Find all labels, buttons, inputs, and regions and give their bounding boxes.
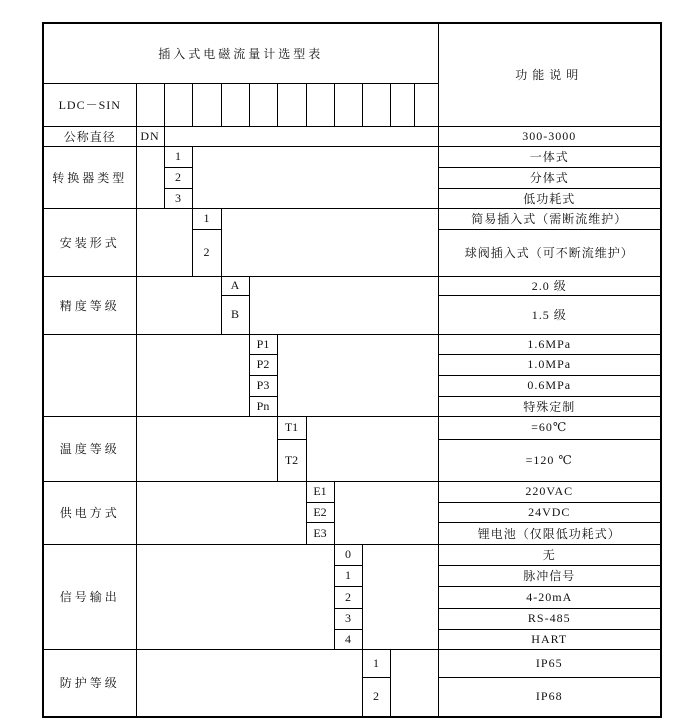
option-code: E1 — [306, 481, 334, 502]
option-desc: 简易插入式（需断流维护） — [438, 208, 661, 229]
spacer-cell — [136, 544, 334, 649]
option-code: 1 — [164, 146, 192, 167]
option-code: T2 — [277, 439, 306, 481]
pressure-label — [43, 334, 136, 416]
code-box — [136, 83, 164, 126]
option-code: P1 — [249, 334, 277, 354]
option-desc: 锂电池（仅限低功耗式） — [438, 522, 661, 544]
diameter-value: 300-3000 — [438, 126, 661, 146]
spacer-cell — [334, 481, 438, 544]
option-desc: 220VAC — [438, 481, 661, 502]
code-box — [362, 83, 390, 126]
option-code: 2 — [362, 677, 390, 717]
option-desc: 球阀插入式（可不断流维护） — [438, 229, 661, 276]
option-code: T1 — [277, 416, 306, 439]
option-desc: =60℃ — [438, 416, 661, 439]
spacer-cell — [221, 208, 438, 276]
function-description-header: 功能说明 — [438, 23, 661, 126]
code-box — [334, 83, 362, 126]
protection-class-label: 防护等级 — [43, 649, 136, 717]
option-code: P3 — [249, 375, 277, 396]
spacer-cell — [362, 544, 438, 649]
model-code: LDC－SIN — [43, 83, 136, 126]
spacer-cell — [164, 126, 438, 146]
code-box — [306, 83, 334, 126]
option-desc: 2.0 级 — [438, 276, 661, 295]
option-desc: HART — [438, 629, 661, 649]
option-code: 4 — [334, 629, 362, 649]
installation-type-label: 安装形式 — [43, 208, 136, 276]
option-code: 0 — [334, 544, 362, 565]
signal-output-label: 信号输出 — [43, 544, 136, 649]
option-desc: 分体式 — [438, 167, 661, 188]
option-code: 1 — [362, 649, 390, 677]
accuracy-class-label: 精度等级 — [43, 276, 136, 334]
spacer-cell — [306, 416, 438, 481]
option-desc: 一体式 — [438, 146, 661, 167]
option-code: 2 — [164, 167, 192, 188]
spacer-cell — [136, 146, 164, 208]
option-code: B — [221, 295, 249, 334]
option-code: 3 — [334, 608, 362, 629]
spacer-cell — [136, 481, 306, 544]
option-desc: =120 ℃ — [438, 439, 661, 481]
spacer-cell — [136, 208, 192, 276]
diameter-code: DN — [136, 126, 164, 146]
option-desc: 1.6MPa — [438, 334, 661, 354]
table-title: 插入式电磁流量计选型表 — [43, 23, 438, 83]
spacer-cell — [136, 416, 277, 481]
option-desc: 4-20mA — [438, 586, 661, 608]
option-code: 2 — [334, 586, 362, 608]
option-desc: 无 — [438, 544, 661, 565]
option-desc: 24VDC — [438, 502, 661, 522]
option-code: E3 — [306, 522, 334, 544]
option-code: Pn — [249, 396, 277, 416]
option-desc: 脉冲信号 — [438, 565, 661, 586]
code-box — [414, 83, 438, 126]
spacer-cell — [390, 649, 438, 717]
option-code: 1 — [192, 208, 221, 229]
option-code: 3 — [164, 188, 192, 208]
option-desc: RS-485 — [438, 608, 661, 629]
option-code: P2 — [249, 354, 277, 375]
code-box — [277, 83, 306, 126]
option-desc: IP65 — [438, 649, 661, 677]
code-box — [249, 83, 277, 126]
spacer-cell — [136, 334, 249, 416]
power-supply-label: 供电方式 — [43, 481, 136, 544]
spacer-cell — [136, 649, 362, 717]
code-box — [192, 83, 221, 126]
spacer-cell — [192, 146, 438, 208]
option-code: A — [221, 276, 249, 295]
option-desc: 1.0MPa — [438, 354, 661, 375]
option-desc: 0.6MPa — [438, 375, 661, 396]
diameter-label: 公称直径 — [43, 126, 136, 146]
spacer-cell — [249, 276, 438, 334]
spacer-cell — [277, 334, 438, 416]
option-desc: 特殊定制 — [438, 396, 661, 416]
code-box — [221, 83, 249, 126]
option-desc: 低功耗式 — [438, 188, 661, 208]
code-box — [164, 83, 192, 126]
spacer-cell — [136, 276, 221, 334]
code-box — [390, 83, 414, 126]
converter-type-label: 转换器类型 — [43, 146, 136, 208]
option-desc: IP68 — [438, 677, 661, 717]
option-desc: 1.5 级 — [438, 295, 661, 334]
temperature-class-label: 温度等级 — [43, 416, 136, 481]
selection-table — [42, 22, 662, 718]
option-code: 2 — [192, 229, 221, 276]
option-code: 1 — [334, 565, 362, 586]
option-code: E2 — [306, 502, 334, 522]
